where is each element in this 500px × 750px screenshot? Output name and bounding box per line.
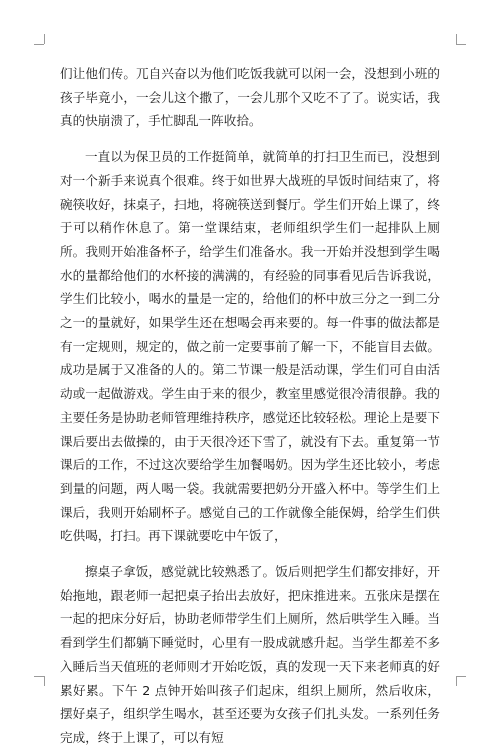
paragraph-3: 擦桌子拿饭，感觉就比较熟悉了。饭后则把学生们都安排好，开始拖地，跟老师一起把桌子抬出去放好，把床推进来。五张床是摆在一起的把床分好后，协助老师带学生们上厕所，然后哄学生入睡。当看到学生们都躺下睡觉时，心里有一股成就感升起。当学生都差不多入睡后当天值班的老师则才开始吃饭，真的发现一天下来老师真的好累好累。下午 2 点钟开始叫孩子们起床，组织上厕所，然后收床，摆好桌子，组织学生喝水，甚至还要为女孩子们扎头发。一系列任务完成，终于上课了，可以有短 <box>60 564 440 745</box>
crop-mark-bottom-left-v <box>44 676 45 686</box>
paragraph-1: 们让他们传。兀自兴奋以为他们吃饭我就可以闲一会，没想到小班的孩子毕竟小，一会儿这个撒了，一会儿那个又吃不了了。说实话，我真的快崩溃了，手忙脚乱一阵收拾。 <box>60 66 440 129</box>
document-body <box>60 62 440 750</box>
crop-mark-bottom-left-h <box>34 676 44 677</box>
crop-mark-top-right-v <box>456 34 457 44</box>
crop-mark-bottom-right-h <box>456 676 466 677</box>
crop-mark-top-left-v <box>44 34 45 44</box>
crop-mark-bottom-right-v <box>456 676 457 686</box>
crop-mark-top-left-h <box>34 44 44 45</box>
paragraph-2: 一直以为保卫员的工作挺简单，就简单的打扫卫生而已，没想到对一个新手来说真个很难。终于如世界大战班的早饭时间结束了，将碗筷收好，抹桌子，扫地，将碗筷送到餐厅。学生们开始上课了，终于可以稍作休息了。第一堂课结束，老师组织学生们一起排队上厕所。我则开始准备杯子，给学生们准备水。我一开始并没想到学生喝水的量都给他们的水杯接的满满的，有经验的同事看见后告诉我说，学生们比较小，喝水的量是一定的，给他们的杯中放三分之一到二分之一的量就好，如果学生还在想喝会再来要的。每一件事的做法都是有一定规则，规定的，做之前一定要事前了解一下，不能盲目去做。成功是属于又准备的人的。第二节课一般是活动课，学生们可自由活动或一起做游戏。学生由于来的很少，教室里感觉很冷清很静。我的主要任务是协助老师管理维持秩序，感觉还比较轻松。理论上是要下课后要出去做操的，由于天很冷还下雪了，就没有下去。重复第一节课后的工作，不过这次要给学生加餐喝奶。因为学生还比较小，考虑到量的问题，两人喝一袋。我就需要把奶分开盛入杯中。等学生们上课后，我则开始刷杯子。感觉自己的工作就像全能保姆，给学生们供吃供喝，打扫。再下课就要吃中午饭了， <box>60 149 440 544</box>
crop-mark-top-right-h <box>456 44 466 45</box>
